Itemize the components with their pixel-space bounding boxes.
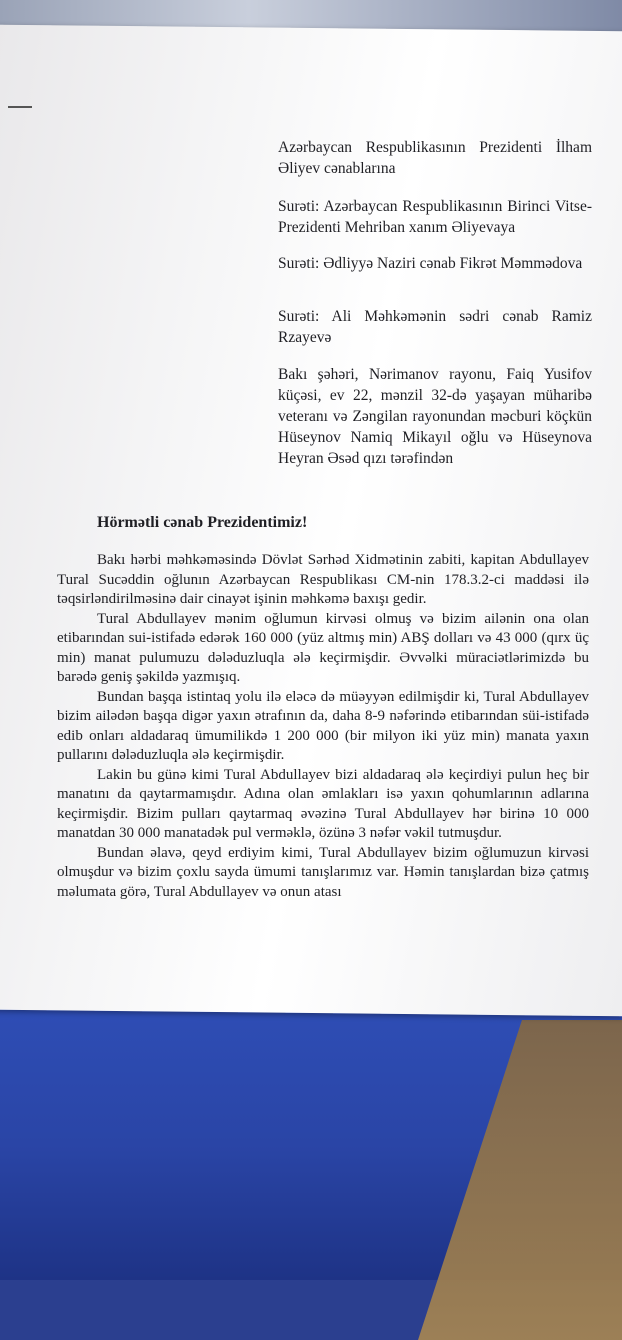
salutation: Hörmətli cənab Prezidentimiz! bbox=[97, 514, 308, 531]
sender-block: Bakı şəhəri, Nərimanov rayonu, Faiq Yusifov küçəsi, ev 22, mənzil 32-də yaşayan müharibə veteranı və Zəngilan rayonundan məcburi köçkün Hüseynov Namiq Mikayıl oğlu və Hüseynova Heyran Əsəd qızı tərəfindən bbox=[278, 366, 592, 467]
copy-recipient-1: Surəti: Azərbaycan Respublikasının Birinci Vitse-Prezidenti Mehriban xanım Əliyevaya bbox=[278, 198, 592, 236]
copy-recipient-2: Surəti: Ədliyyə Naziri cənab Fikrət Məmmədova bbox=[278, 255, 583, 272]
paragraph: Bundan əlavə, qeyd erdiyim kimi, Tural Abdullayev bizim oğlumuzun kirvəsi olmuşdur və bizim çoxlu sayda ümumi tanışlarımız var. Həmin tanışlardan bizə çatmış məlumata görə, Tural Abdullayev və onun atası bbox=[57, 844, 589, 900]
paragraph: Tural Abdullayev mənim oğlumun kirvəsi olmuş və bizim ailənin ona olan etibarından sui-istifadə edərək 160 000 (yüz altmış min) ABŞ dolları və 43 000 (qırx üç min) manat pulumuzu dələduzluqla ələ keçirmişdir. Əvvəlki müraciətlərimizdə bu barədə geniş şəkildə yazmışıq. bbox=[57, 610, 589, 685]
copy-recipient-3: Surəti: Ali Məhkəmənin sədri cənab Ramiz Rzayevə bbox=[278, 308, 592, 346]
addressee: Azərbaycan Respublikasının Prezidenti İlham Əliyev cənablarına bbox=[278, 139, 592, 177]
paragraph: Bundan başqa istintaq yolu ilə eləcə də müəyyən edilmişdir ki, Tural Abdullayev bizim ailədən başqa digər yaxın ətrafının da, daha 8-9 nəfərində etibarından süi-istifadə edib onları aldadaraq ümumilikdə 1 200 000 (bir milyon iki yüz min) manata yaxın pullarını dələduzluqla ələ keçirmişdir. bbox=[57, 688, 589, 763]
paragraph: Lakin bu günə kimi Tural Abdullayev bizi aldadaraq ələ keçirdiyi pulun heç bir manatını da qaytarmamışdır. Adına olan əmlakları isə yaxın qohumlarının adlarına keçirmişdir. Bizim pulları qaytarmaq əvəzinə Tural Abdullayev hər birinə 10 000 manatdan 30 000 manatadək pul verməklə, özünə 3 nəfər vəkil tutmuşdur. bbox=[57, 766, 589, 841]
letter-body bbox=[57, 551, 589, 902]
paragraph: Bakı hərbi məhkəməsində Dövlət Sərhəd Xidmətinin zabiti, kapitan Abdullayev Tural Sucəddin oğlunın Azərbaycan Respublikası CM-nin 178.3.2-ci maddəsi ilə təqsirləndirilməsinə dair cinayət işinin məhkəmə baxışı gedir. bbox=[57, 552, 589, 607]
